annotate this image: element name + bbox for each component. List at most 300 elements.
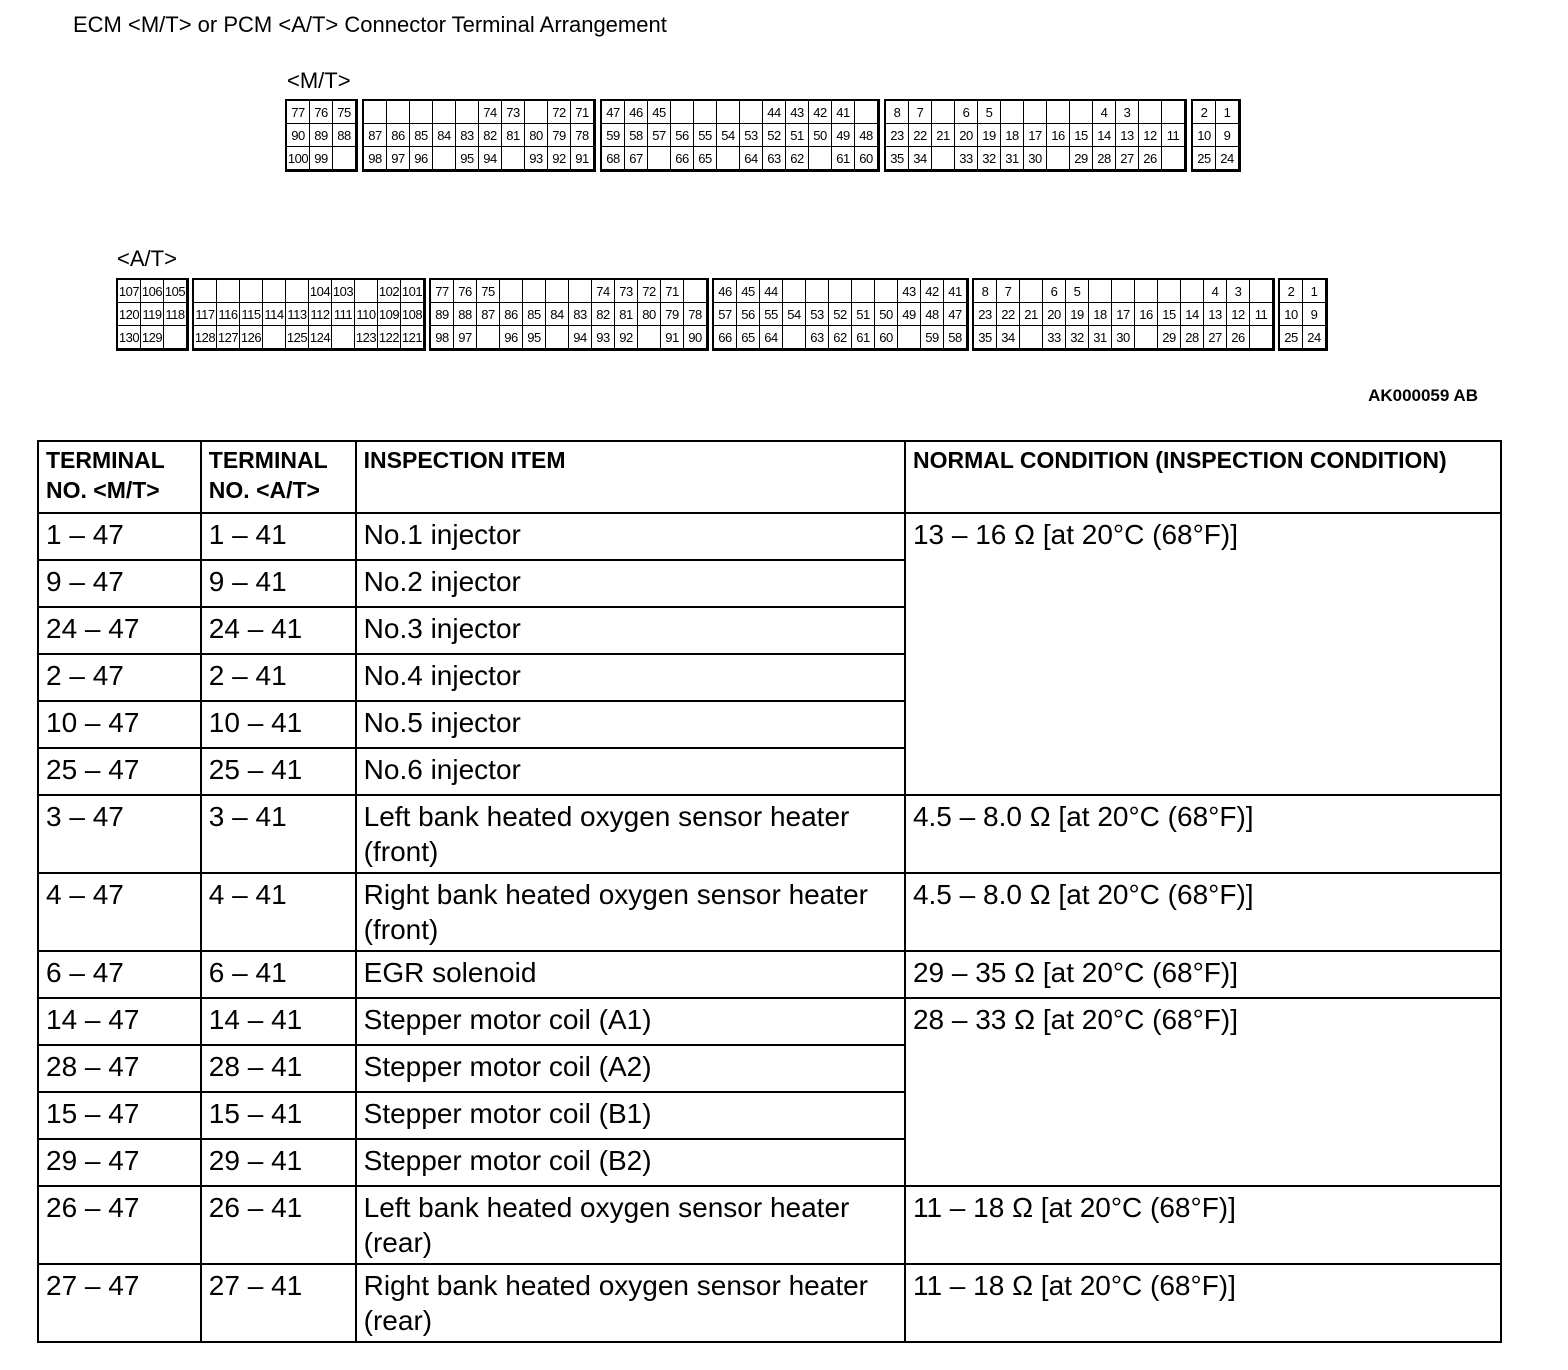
terminal-pin: 19 [978,124,1001,147]
terminal-pin: 16 [1135,303,1158,326]
terminal-mt-cell: 4 – 47 [38,873,201,951]
terminal-pin: 21 [1020,303,1043,326]
terminal-pin: 13 [1204,303,1227,326]
terminal-mt-cell: 24 – 47 [38,607,201,654]
terminal-pin: 108 [401,303,424,326]
terminal-mt-cell: 9 – 47 [38,560,201,607]
inspection-item-cell: Right bank heated oxygen sensor heater (front) [356,873,905,951]
figure-code: AK000059 AB [1368,386,1478,405]
terminal-pin: 20 [1043,303,1066,326]
terminal-pin: 7 [997,280,1020,303]
terminal-mt-cell: 25 – 47 [38,748,201,795]
terminal-pin: 57 [714,303,737,326]
terminal-pin: 93 [592,326,615,349]
terminal-pin: 33 [1043,326,1066,349]
inspection-item-cell: No.4 injector [356,654,905,701]
terminal-pin: 113 [286,303,309,326]
terminal-pin: 51 [786,124,809,147]
terminal-pin: 6 [1043,280,1066,303]
normal-condition-cell: 28 – 33 Ω [at 20°C (68°F)] [905,998,1501,1186]
terminal-pin: 56 [671,124,694,147]
terminal-pin: 111 [332,303,355,326]
terminal-pin [1139,101,1162,124]
table-row [38,513,1501,560]
terminal-pin [1158,280,1181,303]
terminal-pin [477,326,500,349]
terminal-pin [1162,101,1185,124]
terminal-at-cell: 28 – 41 [201,1045,356,1092]
terminal-pin [875,280,898,303]
terminal-pin: 90 [684,326,707,349]
inspection-item-cell: Stepper motor coil (A1) [356,998,905,1045]
terminal-pin [1047,101,1070,124]
terminal-pin: 43 [898,280,921,303]
terminal-pin: 3 [1227,280,1250,303]
terminal-pin: 96 [500,326,523,349]
terminal-pin: 124 [309,326,332,349]
inspection-item-cell: Stepper motor coil (B1) [356,1092,905,1139]
terminal-pin: 100 [287,147,310,170]
terminal-pin: 2 [1280,280,1303,303]
terminal-pin: 92 [615,326,638,349]
terminal-pin [855,101,878,124]
terminal-pin: 73 [502,101,525,124]
terminal-mt-cell: 27 – 47 [38,1264,201,1342]
terminal-pin: 52 [763,124,786,147]
terminal-pin: 10 [1280,303,1303,326]
terminal-pin: 58 [944,326,967,349]
terminal-pin: 48 [855,124,878,147]
terminal-pin: 18 [1089,303,1112,326]
terminal-mt-cell: 10 – 47 [38,701,201,748]
terminal-pin: 82 [479,124,502,147]
mt-connector-label: <M/T> [287,68,351,93]
terminal-pin [1024,101,1047,124]
terminal-pin [1181,280,1204,303]
terminal-pin: 80 [638,303,661,326]
terminal-pin: 33 [955,147,978,170]
terminal-pin: 90 [287,124,310,147]
mt-connector-block [884,99,1187,172]
terminal-pin: 91 [661,326,684,349]
terminal-pin: 22 [909,124,932,147]
terminal-pin: 79 [661,303,684,326]
terminal-pin: 98 [431,326,454,349]
inspection-item-cell: Stepper motor coil (A2) [356,1045,905,1092]
terminal-pin: 19 [1066,303,1089,326]
terminal-pin: 121 [401,326,424,349]
terminal-pin: 93 [525,147,548,170]
terminal-pin: 106 [141,280,164,303]
terminal-pin: 62 [829,326,852,349]
terminal-pin [783,326,806,349]
terminal-pin [332,326,355,349]
terminal-pin: 89 [310,124,333,147]
terminal-pin: 75 [333,101,356,124]
normal-condition-cell: 13 – 16 Ω [at 20°C (68°F)] [905,513,1501,795]
terminal-pin [638,326,661,349]
table-row [38,1264,1501,1342]
terminal-pin: 49 [832,124,855,147]
terminal-pin: 55 [694,124,717,147]
terminal-pin [364,101,387,124]
terminal-pin: 46 [714,280,737,303]
terminal-pin: 95 [523,326,546,349]
terminal-pin: 31 [1001,147,1024,170]
terminal-mt-cell: 15 – 47 [38,1092,201,1139]
terminal-pin: 126 [240,326,263,349]
terminal-pin: 48 [921,303,944,326]
inspection-item-cell: No.6 injector [356,748,905,795]
table-row [38,873,1501,951]
terminal-pin: 64 [760,326,783,349]
table-row [38,951,1501,998]
terminal-pin: 117 [194,303,217,326]
inspection-item-cell: No.3 injector [356,607,905,654]
terminal-pin: 25 [1193,147,1216,170]
terminal-pin: 92 [548,147,571,170]
terminal-pin: 64 [740,147,763,170]
terminal-pin: 116 [217,303,240,326]
terminal-pin [286,280,309,303]
terminal-pin: 101 [401,280,424,303]
terminal-pin [194,280,217,303]
terminal-pin: 73 [615,280,638,303]
normal-condition-cell: 29 – 35 Ω [at 20°C (68°F)] [905,951,1501,998]
terminal-mt-cell: 14 – 47 [38,998,201,1045]
terminal-pin: 76 [310,101,333,124]
terminal-pin [1135,326,1158,349]
normal-condition-cell: 4.5 – 8.0 Ω [at 20°C (68°F)] [905,795,1501,873]
terminal-pin [333,147,356,170]
normal-condition-cell: 11 – 18 Ω [at 20°C (68°F)] [905,1186,1501,1264]
inspection-item-cell: No.5 injector [356,701,905,748]
terminal-pin [500,280,523,303]
terminal-pin: 44 [760,280,783,303]
terminal-pin: 74 [479,101,502,124]
terminal-pin: 85 [523,303,546,326]
terminal-pin: 83 [456,124,479,147]
terminal-pin: 4 [1204,280,1227,303]
terminal-pin: 67 [625,147,648,170]
terminal-pin: 97 [454,326,477,349]
terminal-pin: 76 [454,280,477,303]
header-inspection-item: INSPECTION ITEM [356,441,905,513]
terminal-pin: 24 [1303,326,1326,349]
terminal-pin [1020,280,1043,303]
terminal-pin: 42 [921,280,944,303]
terminal-pin: 89 [431,303,454,326]
terminal-pin: 26 [1139,147,1162,170]
at-connector-block [192,278,426,351]
terminal-pin [456,101,479,124]
table-row [38,998,1501,1045]
terminal-pin: 32 [978,147,1001,170]
terminal-pin: 5 [1066,280,1089,303]
terminal-pin [783,280,806,303]
terminal-pin: 29 [1158,326,1181,349]
terminal-pin: 3 [1116,101,1139,124]
terminal-pin: 8 [886,101,909,124]
terminal-pin: 55 [760,303,783,326]
mt-connector-diagram [285,99,1241,172]
terminal-pin: 49 [898,303,921,326]
terminal-pin: 62 [786,147,809,170]
terminal-pin: 112 [309,303,332,326]
terminal-at-cell: 2 – 41 [201,654,356,701]
terminal-pin: 77 [287,101,310,124]
terminal-pin: 71 [661,280,684,303]
terminal-pin: 88 [454,303,477,326]
terminal-pin [717,147,740,170]
terminal-pin [1162,147,1185,170]
terminal-pin: 125 [286,326,309,349]
terminal-pin: 45 [737,280,760,303]
at-connector-block [429,278,709,351]
terminal-pin: 10 [1193,124,1216,147]
table-header-row [38,441,1501,513]
terminal-pin [433,101,456,124]
terminal-pin: 104 [309,280,332,303]
terminal-pin: 1 [1216,101,1239,124]
terminal-pin: 51 [852,303,875,326]
terminal-pin [387,101,410,124]
terminal-pin: 31 [1089,326,1112,349]
terminal-pin: 79 [548,124,571,147]
terminal-pin: 98 [364,147,387,170]
terminal-pin: 47 [602,101,625,124]
inspection-item-cell: Left bank heated oxygen sensor heater (rear) [356,1186,905,1264]
terminal-pin [932,147,955,170]
terminal-pin [717,101,740,124]
terminal-pin: 87 [477,303,500,326]
terminal-pin [740,101,763,124]
terminal-pin [217,280,240,303]
terminal-pin: 18 [1001,124,1024,147]
terminal-pin [263,280,286,303]
terminal-pin: 57 [648,124,671,147]
terminal-at-cell: 26 – 41 [201,1186,356,1264]
terminal-pin: 12 [1227,303,1250,326]
terminal-pin: 9 [1216,124,1239,147]
terminal-pin: 8 [974,280,997,303]
terminal-pin: 72 [548,101,571,124]
mt-connector-block [1191,99,1241,172]
terminal-pin: 30 [1112,326,1135,349]
terminal-pin [932,101,955,124]
terminal-pin: 63 [806,326,829,349]
table-row [38,1186,1501,1264]
header-terminal-at: TERMINAL NO. <A/T> [201,441,356,513]
terminal-at-cell: 25 – 41 [201,748,356,795]
terminal-pin: 118 [164,303,187,326]
terminal-pin: 94 [569,326,592,349]
at-connector-block [972,278,1275,351]
terminal-pin: 41 [832,101,855,124]
normal-condition-cell: 11 – 18 Ω [at 20°C (68°F)] [905,1264,1501,1342]
terminal-pin [1135,280,1158,303]
terminal-mt-cell: 3 – 47 [38,795,201,873]
terminal-pin: 42 [809,101,832,124]
terminal-at-cell: 1 – 41 [201,513,356,560]
terminal-pin: 53 [740,124,763,147]
terminal-pin: 123 [355,326,378,349]
terminal-pin: 11 [1250,303,1273,326]
terminal-pin: 77 [431,280,454,303]
mt-connector-block [285,99,358,172]
inspection-item-cell: EGR solenoid [356,951,905,998]
inspection-item-cell: No.2 injector [356,560,905,607]
terminal-pin: 32 [1066,326,1089,349]
terminal-pin: 35 [974,326,997,349]
header-normal-condition: NORMAL CONDITION (INSPECTION CONDITION) [905,441,1501,513]
terminal-pin: 46 [625,101,648,124]
terminal-pin [263,326,286,349]
terminal-pin: 84 [433,124,456,147]
terminal-pin: 25 [1280,326,1303,349]
terminal-pin: 4 [1093,101,1116,124]
terminal-pin: 80 [525,124,548,147]
terminal-pin [546,280,569,303]
terminal-pin: 27 [1116,147,1139,170]
terminal-pin: 114 [263,303,286,326]
terminal-pin [523,280,546,303]
terminal-pin: 128 [194,326,217,349]
terminal-pin [546,326,569,349]
terminal-pin: 59 [921,326,944,349]
terminal-pin: 7 [909,101,932,124]
terminal-pin: 5 [978,101,1001,124]
terminal-pin: 97 [387,147,410,170]
terminal-pin: 21 [932,124,955,147]
terminal-pin: 88 [333,124,356,147]
terminal-pin: 1 [1303,280,1326,303]
terminal-pin: 58 [625,124,648,147]
terminal-mt-cell: 6 – 47 [38,951,201,998]
terminal-pin [1250,280,1273,303]
terminal-pin [569,280,592,303]
terminal-pin [671,101,694,124]
terminal-pin: 71 [571,101,594,124]
terminal-at-cell: 9 – 41 [201,560,356,607]
at-connector-diagram [116,278,1328,351]
terminal-mt-cell: 28 – 47 [38,1045,201,1092]
terminal-at-cell: 29 – 41 [201,1139,356,1186]
terminal-pin [694,101,717,124]
table-row [38,795,1501,873]
terminal-pin: 41 [944,280,967,303]
terminal-at-cell: 4 – 41 [201,873,356,951]
terminal-pin: 81 [615,303,638,326]
terminal-pin: 30 [1024,147,1047,170]
inspection-item-cell: Left bank heated oxygen sensor heater (front) [356,795,905,873]
terminal-pin: 35 [886,147,909,170]
terminal-pin [829,280,852,303]
terminal-pin: 27 [1204,326,1227,349]
terminal-pin [1250,326,1273,349]
terminal-pin: 99 [310,147,333,170]
terminal-pin: 65 [737,326,760,349]
terminal-pin: 115 [240,303,263,326]
terminal-pin: 2 [1193,101,1216,124]
terminal-pin: 122 [378,326,401,349]
mt-connector-block [600,99,880,172]
terminal-pin: 68 [602,147,625,170]
inspection-table [37,440,1502,1343]
terminal-pin: 87 [364,124,387,147]
terminal-mt-cell: 2 – 47 [38,654,201,701]
inspection-item-cell: Right bank heated oxygen sensor heater (rear) [356,1264,905,1342]
terminal-pin: 20 [955,124,978,147]
terminal-pin [684,280,707,303]
at-connector-block [712,278,969,351]
terminal-pin: 26 [1227,326,1250,349]
terminal-mt-cell: 1 – 47 [38,513,201,560]
terminal-pin: 103 [332,280,355,303]
terminal-at-cell: 27 – 41 [201,1264,356,1342]
terminal-pin [1112,280,1135,303]
terminal-pin: 15 [1070,124,1093,147]
terminal-pin: 60 [855,147,878,170]
terminal-pin [806,280,829,303]
terminal-pin: 110 [355,303,378,326]
terminal-pin: 82 [592,303,615,326]
at-connector-block [116,278,189,351]
terminal-pin [525,101,548,124]
terminal-pin: 53 [806,303,829,326]
mt-connector-block [362,99,596,172]
terminal-pin: 54 [783,303,806,326]
terminal-pin: 65 [694,147,717,170]
terminal-pin: 17 [1112,303,1135,326]
terminal-pin: 105 [164,280,187,303]
terminal-pin [809,147,832,170]
terminal-pin: 54 [717,124,740,147]
terminal-pin [502,147,525,170]
terminal-pin: 78 [571,124,594,147]
terminal-pin: 14 [1181,303,1204,326]
terminal-pin: 29 [1070,147,1093,170]
terminal-pin [1089,280,1112,303]
terminal-pin: 83 [569,303,592,326]
terminal-pin: 91 [571,147,594,170]
terminal-pin: 78 [684,303,707,326]
terminal-pin: 66 [714,326,737,349]
terminal-pin: 12 [1139,124,1162,147]
terminal-pin: 130 [118,326,141,349]
terminal-pin [410,101,433,124]
terminal-mt-cell: 29 – 47 [38,1139,201,1186]
terminal-pin: 23 [974,303,997,326]
at-connector-label: <A/T> [117,246,177,271]
terminal-pin [1070,101,1093,124]
terminal-pin: 75 [477,280,500,303]
terminal-pin: 56 [737,303,760,326]
terminal-pin: 50 [875,303,898,326]
terminal-pin [355,280,378,303]
terminal-pin: 102 [378,280,401,303]
terminal-pin: 15 [1158,303,1181,326]
terminal-pin [1020,326,1043,349]
terminal-pin [433,147,456,170]
terminal-at-cell: 24 – 41 [201,607,356,654]
terminal-mt-cell: 26 – 47 [38,1186,201,1264]
terminal-pin [240,280,263,303]
terminal-pin: 43 [786,101,809,124]
terminal-pin: 34 [997,326,1020,349]
terminal-pin: 86 [387,124,410,147]
terminal-pin [648,147,671,170]
